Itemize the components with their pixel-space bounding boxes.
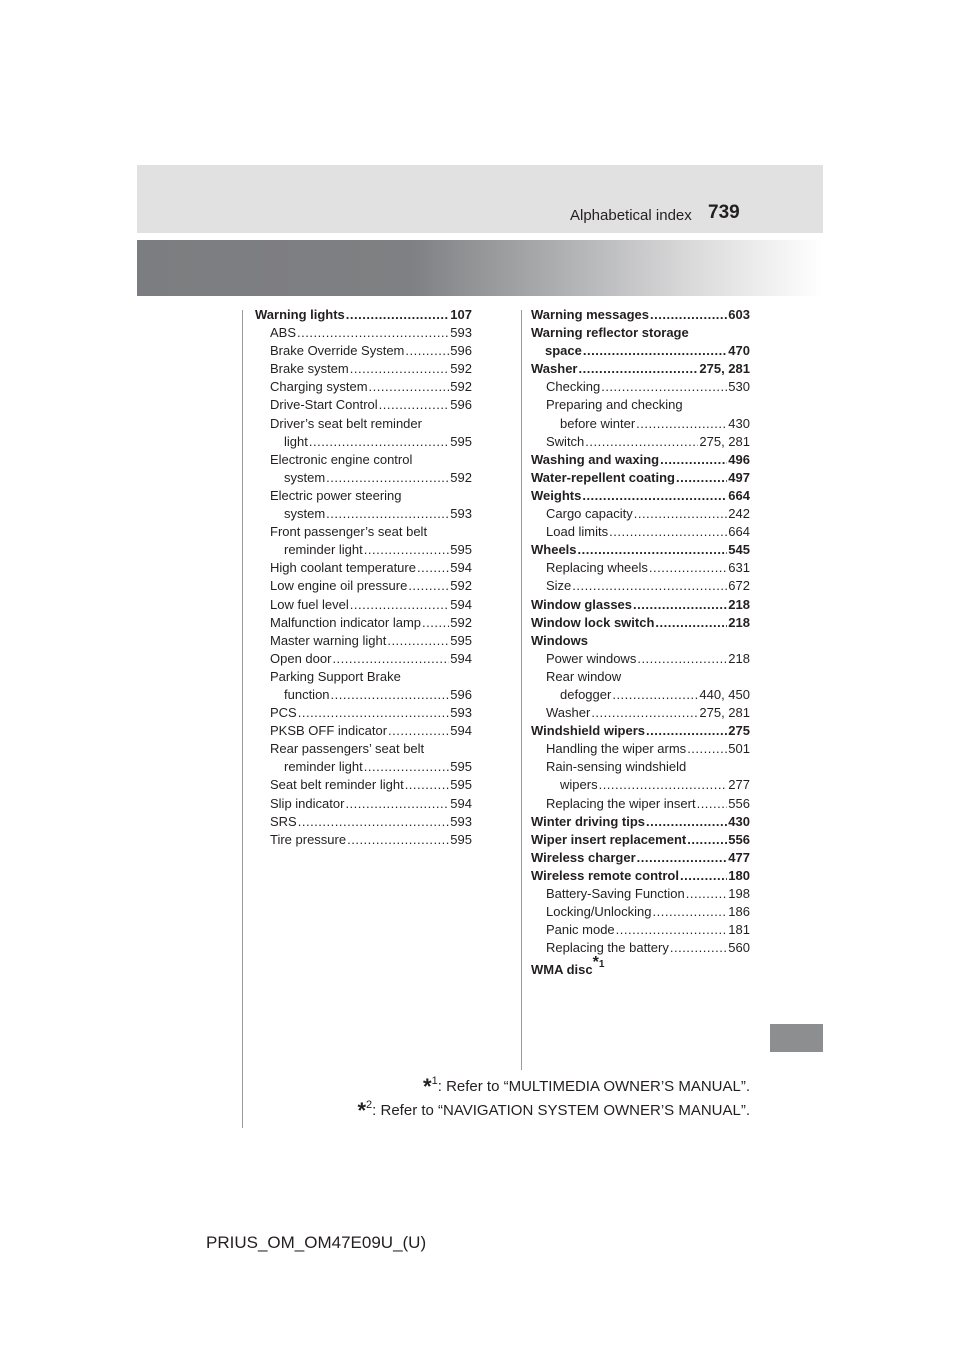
entry-page: 107 — [450, 307, 472, 322]
entry-page: 218 — [728, 614, 750, 630]
index-entry — [255, 360, 472, 378]
index-entry — [255, 396, 472, 414]
index-entry — [255, 577, 472, 595]
dot-leader — [582, 487, 727, 505]
dot-leader — [646, 722, 727, 740]
entry-label: Load limits — [546, 524, 609, 540]
dot-leader — [326, 469, 449, 487]
entry-label: reminder light — [284, 542, 363, 558]
entry-page: 180 — [728, 867, 750, 883]
index-entry — [531, 415, 750, 433]
dot-leader — [649, 559, 727, 577]
index-entry — [255, 433, 472, 451]
entry-label: Washer — [546, 705, 591, 721]
entry-label: Low fuel level — [270, 596, 349, 612]
entry-label: Wireless charger — [531, 849, 636, 865]
index-entry — [531, 939, 750, 957]
entry-page: 477 — [728, 849, 750, 865]
entry-label: Power windows — [546, 650, 637, 666]
dot-leader — [332, 650, 449, 668]
entry-label: Wiper insert replacement — [531, 831, 687, 847]
entry-page: 560 — [728, 940, 750, 956]
dot-leader — [655, 614, 727, 632]
dot-leader — [387, 632, 449, 650]
index-entry — [531, 378, 750, 396]
dot-leader — [417, 559, 449, 577]
entry-label: Brake system — [270, 361, 349, 377]
dot-leader — [637, 650, 727, 668]
index-entry — [255, 342, 472, 360]
index-entry — [531, 795, 750, 813]
dot-leader — [609, 523, 727, 541]
index-entry — [255, 306, 472, 324]
dot-leader — [599, 776, 728, 794]
dot-leader — [601, 378, 727, 396]
entry-page: 672 — [728, 578, 750, 594]
entry-page: 470 — [728, 343, 750, 359]
index-entry — [255, 614, 472, 632]
dot-leader — [637, 849, 728, 867]
index-entry — [531, 650, 750, 668]
dot-leader — [676, 469, 727, 487]
index-entry-heading: Rain-sensing windshield — [546, 759, 687, 775]
index-entry — [255, 650, 472, 668]
dot-leader — [612, 686, 698, 704]
entry-page: 595 — [450, 632, 472, 648]
entry-page: 595 — [450, 759, 472, 775]
index-entry — [531, 903, 750, 921]
index-entry-wma — [531, 954, 750, 981]
entry-label: Seat belt reminder light — [270, 777, 404, 793]
dot-leader — [346, 306, 450, 324]
index-entry — [255, 758, 472, 776]
entry-label: WMA disc — [531, 962, 593, 978]
dot-leader — [331, 686, 450, 704]
entry-page: 556 — [728, 795, 750, 811]
dot-leader — [578, 360, 698, 378]
index-entry — [255, 722, 472, 740]
dot-leader — [297, 324, 449, 342]
entry-label: Wireless remote control — [531, 867, 679, 883]
entry-label: Low engine oil pressure — [270, 578, 408, 594]
entry-label: Replacing wheels — [546, 560, 648, 576]
dot-leader — [653, 903, 728, 921]
dot-leader — [633, 596, 727, 614]
index-entry — [531, 686, 750, 704]
footnote-2: *$^2$: Refer to “NAVIGATION SYSTEM OWNER’S MANUAL”. — [357, 1098, 750, 1123]
entry-label: PCS — [270, 705, 297, 721]
entry-label: High coolant temperature — [270, 560, 416, 576]
footnote-ref: *1 — [592, 954, 605, 972]
index-entry-heading: Driver’s seat belt reminder — [270, 415, 422, 431]
entry-label: Size — [546, 578, 572, 594]
dot-leader — [697, 795, 728, 813]
index-entry — [255, 378, 472, 396]
entry-label: Switch — [546, 433, 585, 449]
entry-page: 430 — [728, 813, 750, 829]
dot-leader — [369, 378, 450, 396]
entry-label: Brake Override System — [270, 343, 405, 359]
entry-page: 594 — [450, 795, 472, 811]
footnote-1: *$^1$: Refer to “MULTIMEDIA OWNER’S MANUAL”. — [423, 1074, 750, 1099]
index-entry — [531, 469, 750, 487]
dot-leader — [345, 795, 449, 813]
index-entry — [531, 704, 750, 722]
entry-page: 631 — [728, 560, 750, 576]
entry-label: Water-repellent coating — [531, 469, 675, 485]
entry-label: Warning messages — [531, 307, 650, 322]
entry-page: 186 — [728, 904, 750, 920]
entry-page: 596 — [450, 686, 472, 702]
index-entry-heading: Preparing and checking — [546, 397, 683, 413]
dot-leader — [670, 939, 727, 957]
dot-leader — [591, 704, 698, 722]
dot-leader — [405, 342, 449, 360]
index-entry — [255, 776, 472, 794]
entry-label: before winter — [560, 415, 636, 431]
dot-leader — [326, 505, 449, 523]
index-entry — [531, 505, 750, 523]
entry-label: PKSB OFF indicator — [270, 723, 388, 739]
dot-leader — [583, 342, 727, 360]
index-entry-heading: Parking Support Brake — [270, 668, 401, 684]
entry-label: Window glasses — [531, 596, 633, 612]
entry-page: 530 — [728, 379, 750, 395]
index-entry — [255, 831, 472, 849]
footnotes — [357, 1074, 750, 1122]
entry-page: 242 — [728, 506, 750, 522]
entry-page: 277 — [728, 777, 750, 793]
index-entry — [531, 559, 750, 577]
dot-leader — [660, 451, 727, 469]
dot-leader — [572, 577, 727, 595]
index-entry — [531, 451, 750, 469]
dot-leader — [578, 541, 728, 559]
dot-leader — [364, 758, 450, 776]
index-entry — [531, 306, 750, 324]
entry-page: 592 — [450, 469, 472, 485]
entry-page: 181 — [728, 922, 750, 938]
index-entry — [531, 541, 750, 559]
dot-leader — [687, 740, 727, 758]
entry-label: Malfunction indicator lamp — [270, 614, 422, 630]
index-entry — [531, 577, 750, 595]
entry-label: Washer — [531, 361, 578, 377]
entry-page: 218 — [728, 596, 750, 612]
index-entry — [531, 813, 750, 831]
page-number: 739 — [708, 202, 740, 223]
index-entry — [531, 487, 750, 505]
entry-page: 593 — [450, 813, 472, 829]
index-entry-heading: Windows — [531, 632, 588, 648]
entry-label: Battery-Saving Function — [546, 886, 685, 901]
entry-label: reminder light — [284, 759, 363, 775]
entry-page: 496 — [728, 451, 750, 467]
document-id: PRIUS_OM_OM47E09U_(U) — [206, 1233, 427, 1252]
section-title: Alphabetical index — [570, 207, 692, 224]
index-entry — [531, 433, 750, 451]
entry-label: Replacing the battery — [546, 940, 669, 956]
entry-label: space — [545, 343, 582, 359]
entry-page: 497 — [728, 469, 750, 485]
dot-leader — [646, 813, 727, 831]
entry-label: Washing and waxing — [531, 451, 660, 467]
dot-leader — [585, 433, 698, 451]
dot-leader — [422, 614, 449, 632]
entry-page: 593 — [450, 506, 472, 522]
dot-leader — [388, 722, 449, 740]
dot-leader — [405, 776, 450, 794]
index-entry — [531, 885, 750, 903]
entry-label: Windshield wipers — [531, 723, 646, 739]
index-entry — [531, 831, 750, 849]
entry-label: Locking/Unlocking — [546, 904, 652, 920]
dot-leader — [347, 831, 449, 849]
entry-page: 594 — [450, 650, 472, 666]
index-entry — [531, 740, 750, 758]
index-entry-heading: Electric power steering — [270, 487, 402, 503]
dot-leader — [309, 433, 449, 451]
entry-page: 594 — [450, 723, 472, 739]
index-entry — [255, 686, 472, 704]
entry-label: Replacing the wiper insert — [546, 795, 696, 811]
entry-label: function — [284, 686, 330, 702]
dot-leader — [634, 505, 728, 523]
entry-page: 664 — [728, 524, 750, 540]
entry-page: 275, 281 — [699, 433, 750, 449]
index-entry — [531, 342, 750, 360]
entry-page: 440, 450 — [699, 686, 750, 702]
index-entry-heading: Warning reflector storage — [531, 325, 689, 341]
index-entry — [531, 722, 750, 740]
entry-page: 596 — [450, 397, 472, 413]
dot-leader — [350, 360, 450, 378]
entry-page: 218 — [728, 650, 750, 666]
index-entry — [255, 632, 472, 650]
entry-page: 592 — [450, 379, 472, 395]
entry-page: 592 — [450, 614, 472, 630]
dot-leader — [680, 867, 727, 885]
index-entry — [531, 614, 750, 632]
entry-label: Panic mode — [546, 922, 615, 938]
entry-label: Master warning light — [270, 632, 387, 648]
dot-leader — [408, 577, 449, 595]
entry-page: 595 — [450, 777, 472, 793]
dot-leader — [650, 306, 727, 324]
gradient-band — [137, 240, 823, 296]
index-entry-heading: Front passenger’s seat belt — [270, 524, 428, 540]
index-entry — [531, 523, 750, 541]
entry-page: 664 — [728, 487, 750, 503]
index-entry — [255, 505, 472, 523]
entry-page: 603 — [728, 307, 750, 322]
dot-leader — [350, 596, 450, 614]
index-entry — [531, 921, 750, 939]
index-entry-heading: Electronic engine control — [270, 451, 413, 467]
index-column-right — [531, 306, 750, 981]
entry-label: system — [284, 506, 326, 522]
entry-label: SRS — [270, 813, 297, 829]
entry-page: 594 — [450, 560, 472, 576]
entry-page: 592 — [450, 578, 472, 594]
entry-label: system — [284, 469, 326, 485]
entry-page: 595 — [450, 542, 472, 558]
entry-page: 595 — [450, 433, 472, 449]
dot-leader — [364, 541, 450, 559]
index-entry — [255, 324, 472, 342]
entry-label: ABS — [270, 325, 297, 341]
entry-label: Winter driving tips — [531, 813, 645, 829]
entry-label: Charging system — [270, 379, 368, 395]
index-entry — [255, 596, 472, 614]
entry-page: 593 — [450, 705, 472, 721]
index-entry-heading: Rear passengers’ seat belt — [270, 741, 425, 757]
entry-label: light — [284, 433, 308, 449]
dot-leader — [687, 831, 727, 849]
entry-page: 198 — [728, 886, 750, 901]
index-entry — [531, 596, 750, 614]
index-entry — [255, 541, 472, 559]
index-entry — [255, 469, 472, 487]
entry-page: 501 — [728, 741, 750, 757]
entry-label: Warning lights — [255, 307, 345, 322]
dot-leader — [686, 885, 728, 903]
column-divider — [521, 310, 522, 1070]
entry-page: 596 — [450, 343, 472, 359]
index-entry — [255, 795, 472, 813]
entry-label: Checking — [546, 379, 601, 395]
entry-label: Weights — [531, 487, 582, 503]
thumb-tab — [770, 1024, 823, 1052]
dot-leader — [298, 704, 450, 722]
index-entry — [255, 813, 472, 831]
index-entry — [531, 776, 750, 794]
entry-label: Wheels — [531, 542, 577, 558]
entry-label: Window lock switch — [531, 614, 655, 630]
entry-label: Handling the wiper arms — [546, 741, 687, 757]
entry-label: Open door — [270, 650, 332, 666]
entry-label: Tire pressure — [270, 831, 347, 847]
entry-page: 275 — [728, 723, 750, 739]
entry-page: 592 — [450, 361, 472, 377]
dot-leader — [379, 396, 450, 414]
entry-page: 545 — [728, 542, 750, 558]
entry-label: Drive-Start Control — [270, 397, 378, 413]
left-margin-line — [242, 310, 243, 1128]
index-entry — [255, 559, 472, 577]
entry-page: 595 — [450, 831, 472, 847]
dot-leader — [616, 921, 728, 939]
entry-page: 430 — [728, 415, 750, 431]
entry-label: Slip indicator — [270, 795, 345, 811]
entry-page: 593 — [450, 325, 472, 341]
dot-leader — [298, 813, 450, 831]
dot-leader — [636, 415, 727, 433]
index-entry — [531, 360, 750, 378]
entry-page: 556 — [728, 831, 750, 847]
entry-label: Cargo capacity — [546, 506, 633, 522]
index-column-left — [255, 306, 472, 849]
entry-page: 594 — [450, 596, 472, 612]
entry-label: defogger — [560, 686, 612, 702]
entry-label: wipers — [560, 777, 598, 793]
index-entry-heading: Rear window — [546, 668, 622, 684]
entry-page: 275, 281 — [699, 361, 750, 377]
index-entry — [531, 867, 750, 885]
index-entry — [255, 704, 472, 722]
entry-page: 275, 281 — [699, 705, 750, 721]
index-entry — [531, 849, 750, 867]
